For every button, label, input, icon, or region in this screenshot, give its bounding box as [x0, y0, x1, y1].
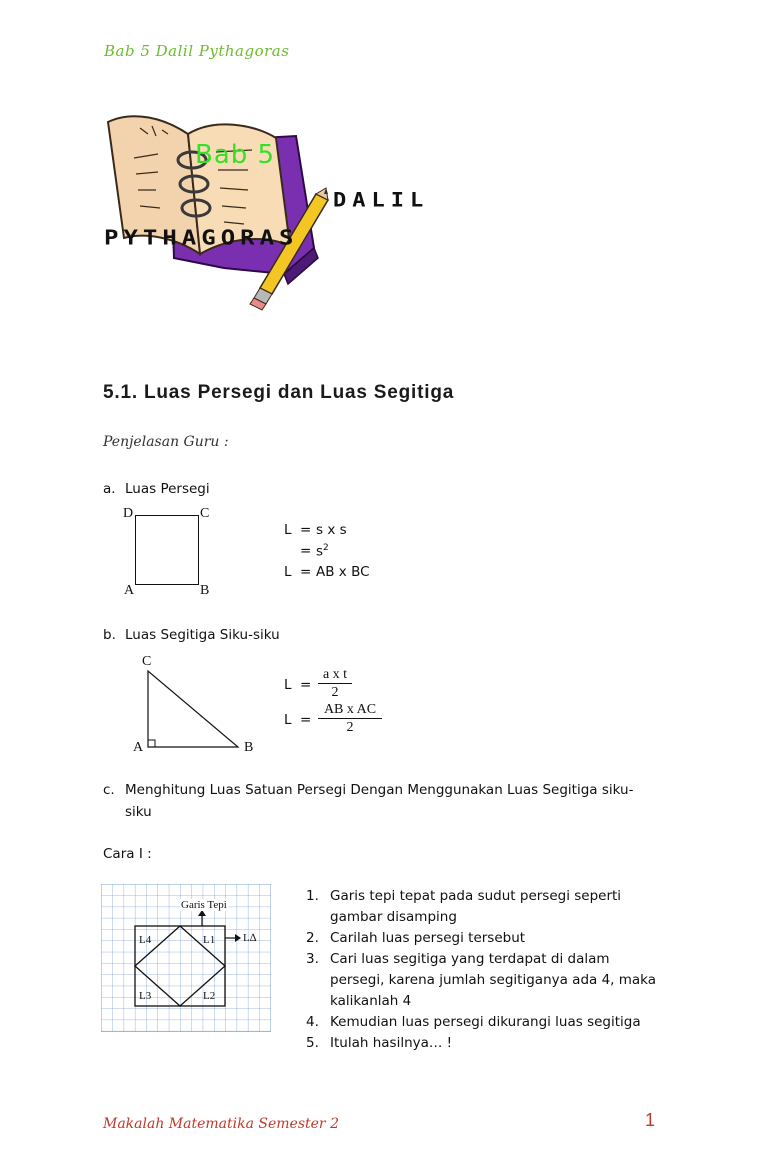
explanation-label: Penjelasan Guru : [103, 434, 229, 450]
footer-title: Makalah Matematika Semester 2 [103, 1116, 339, 1132]
chapter-number-label: Bab 5 [195, 140, 276, 170]
part-b-title: Luas Segitiga Siku-siku [125, 627, 280, 643]
triangle-formula-1-lhs: L [284, 677, 292, 693]
running-header: Bab 5 Dalil Pythagoras [104, 42, 290, 60]
list-item [306, 1033, 666, 1054]
grid-label-l2: L2 [203, 990, 216, 1002]
step-text: Itulah hasilnya… ! [330, 1035, 453, 1051]
chapter-title-line2: PYTHAGORAS [104, 226, 299, 250]
step-number: 3. [306, 951, 319, 967]
square-vertex-a: A [124, 583, 135, 598]
triangle-formula-2-lhs: L [284, 712, 292, 728]
part-a-label: a. [103, 481, 116, 497]
right-triangle-diagram [140, 665, 250, 755]
step-text: Kemudian luas persegi dikurangi luas segitiga [330, 1014, 641, 1030]
part-c-title-line2: siku [125, 804, 152, 820]
part-c-title-line1: Menghitung Luas Satuan Persegi Dengan Menggunakan Luas Segitiga siku- [125, 782, 634, 798]
book-illustration [104, 98, 344, 313]
grid-label-l1: L1 [203, 934, 216, 946]
part-b-label: b. [103, 627, 116, 643]
section-heading: 5.1. Luas Persegi dan Luas Segitiga [103, 382, 455, 403]
list-item [306, 886, 666, 928]
grid-label-garis-tepi: Garis Tepi [181, 899, 227, 911]
step-text: Cari luas segitiga yang terdapat di dalam persegi, karena jumlah segitiganya ada 4, maka kalikanlah 4 [330, 951, 657, 1009]
triangle-formula-1-eq: = [300, 677, 312, 693]
square-formula-1-lhs: L [284, 522, 292, 538]
square-formula-1-rhs: s x s [316, 522, 347, 538]
triangle-formula-1-fraction [318, 667, 352, 702]
triangle-formula-2-denominator: 2 [346, 720, 354, 735]
step-text: Carilah luas persegi tersebut [330, 930, 526, 946]
step-number: 2. [306, 930, 319, 946]
triangle-vertex-b: B [244, 740, 254, 755]
square-formula-3-lhs: L [284, 564, 292, 580]
steps-list [306, 886, 666, 1054]
grid-label-l-delta: L∆ [243, 932, 257, 944]
square-vertex-c: C [200, 506, 210, 521]
list-item [306, 949, 666, 1012]
step-number: 4. [306, 1014, 319, 1030]
triangle-formula-2-eq: = [300, 712, 312, 728]
page-number: 1 [645, 1110, 656, 1130]
square-formula-2-rhs [316, 543, 329, 560]
square-formula-3-eq: = [300, 564, 312, 580]
square-vertex-d: D [123, 506, 134, 521]
grid-label-l4: L4 [139, 934, 152, 946]
square-formula-1-eq: = [300, 522, 312, 538]
triangle-formula-1-denominator: 2 [331, 685, 339, 700]
triangle-formula-2-fraction [318, 702, 382, 737]
part-a-title: Luas Persegi [125, 481, 210, 497]
part-c-label: c. [103, 782, 115, 798]
list-item [306, 1012, 666, 1033]
square-formula-base: s [316, 543, 324, 560]
step-text: Garis tepi tepat pada sudut persegi seperti gambar disamping [330, 888, 622, 925]
chapter-title-line1: DALIL [333, 189, 430, 212]
cara-label: Cara I : [103, 846, 152, 862]
list-item [306, 928, 666, 949]
square-diagram [135, 515, 199, 585]
triangle-formula-1-numerator: a x t [318, 667, 352, 684]
square-formula-exponent: 2 [323, 543, 329, 553]
triangle-vertex-c: C [142, 654, 152, 669]
square-vertex-b: B [200, 583, 210, 598]
step-number: 1. [306, 888, 319, 904]
triangle-formula-2-numerator: AB x AC [318, 702, 382, 719]
square-formula-2-eq: = [300, 543, 312, 559]
step-number: 5. [306, 1035, 319, 1051]
grid-label-l3: L3 [139, 990, 152, 1002]
triangle-vertex-a: A [133, 740, 144, 755]
square-formula-3-rhs: AB x BC [316, 564, 370, 580]
